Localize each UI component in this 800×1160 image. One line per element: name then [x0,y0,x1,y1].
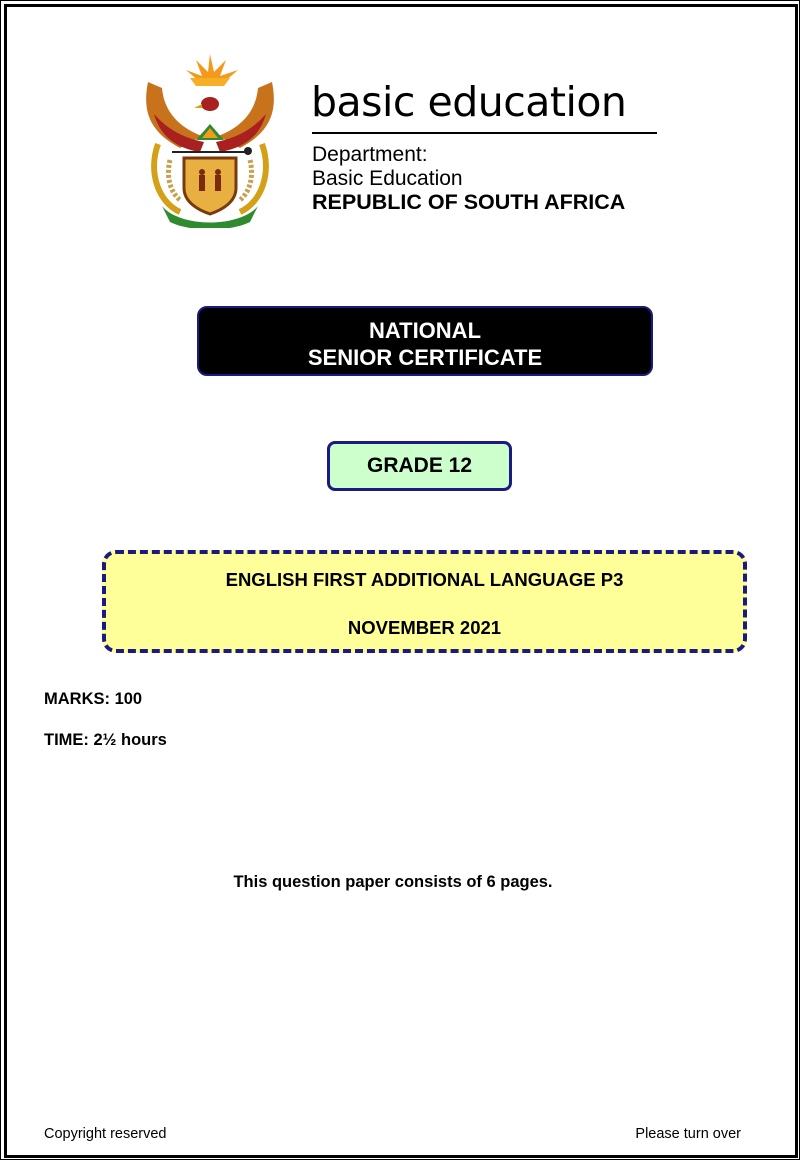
country-name: REPUBLIC OF SOUTH AFRICA [312,190,626,214]
page-count-note: This question paper consists of 6 pages. [233,873,553,891]
subject-box [102,550,747,653]
certificate-line-2: SENIOR CERTIFICATE [307,345,543,370]
footer-copyright: Copyright reserved [44,1126,167,1142]
marks-info: MARKS: 100 [44,690,143,708]
brand-divider [312,132,657,134]
certificate-line-1: NATIONAL [368,318,482,343]
certificate-banner [197,306,653,376]
exam-session: NOVEMBER 2021 [347,617,502,638]
department-label: Department: [312,143,428,166]
time-info: TIME: 2½ hours [44,731,167,749]
footer-turn-over: Please turn over [635,1126,741,1142]
brand-title: basic education [311,78,627,126]
grade-badge: GRADE 12 [327,441,512,491]
coat-of-arms-icon [140,52,280,228]
department-name: Basic Education [312,167,463,190]
subject-title: ENGLISH FIRST ADDITIONAL LANGUAGE P3 [225,569,624,590]
